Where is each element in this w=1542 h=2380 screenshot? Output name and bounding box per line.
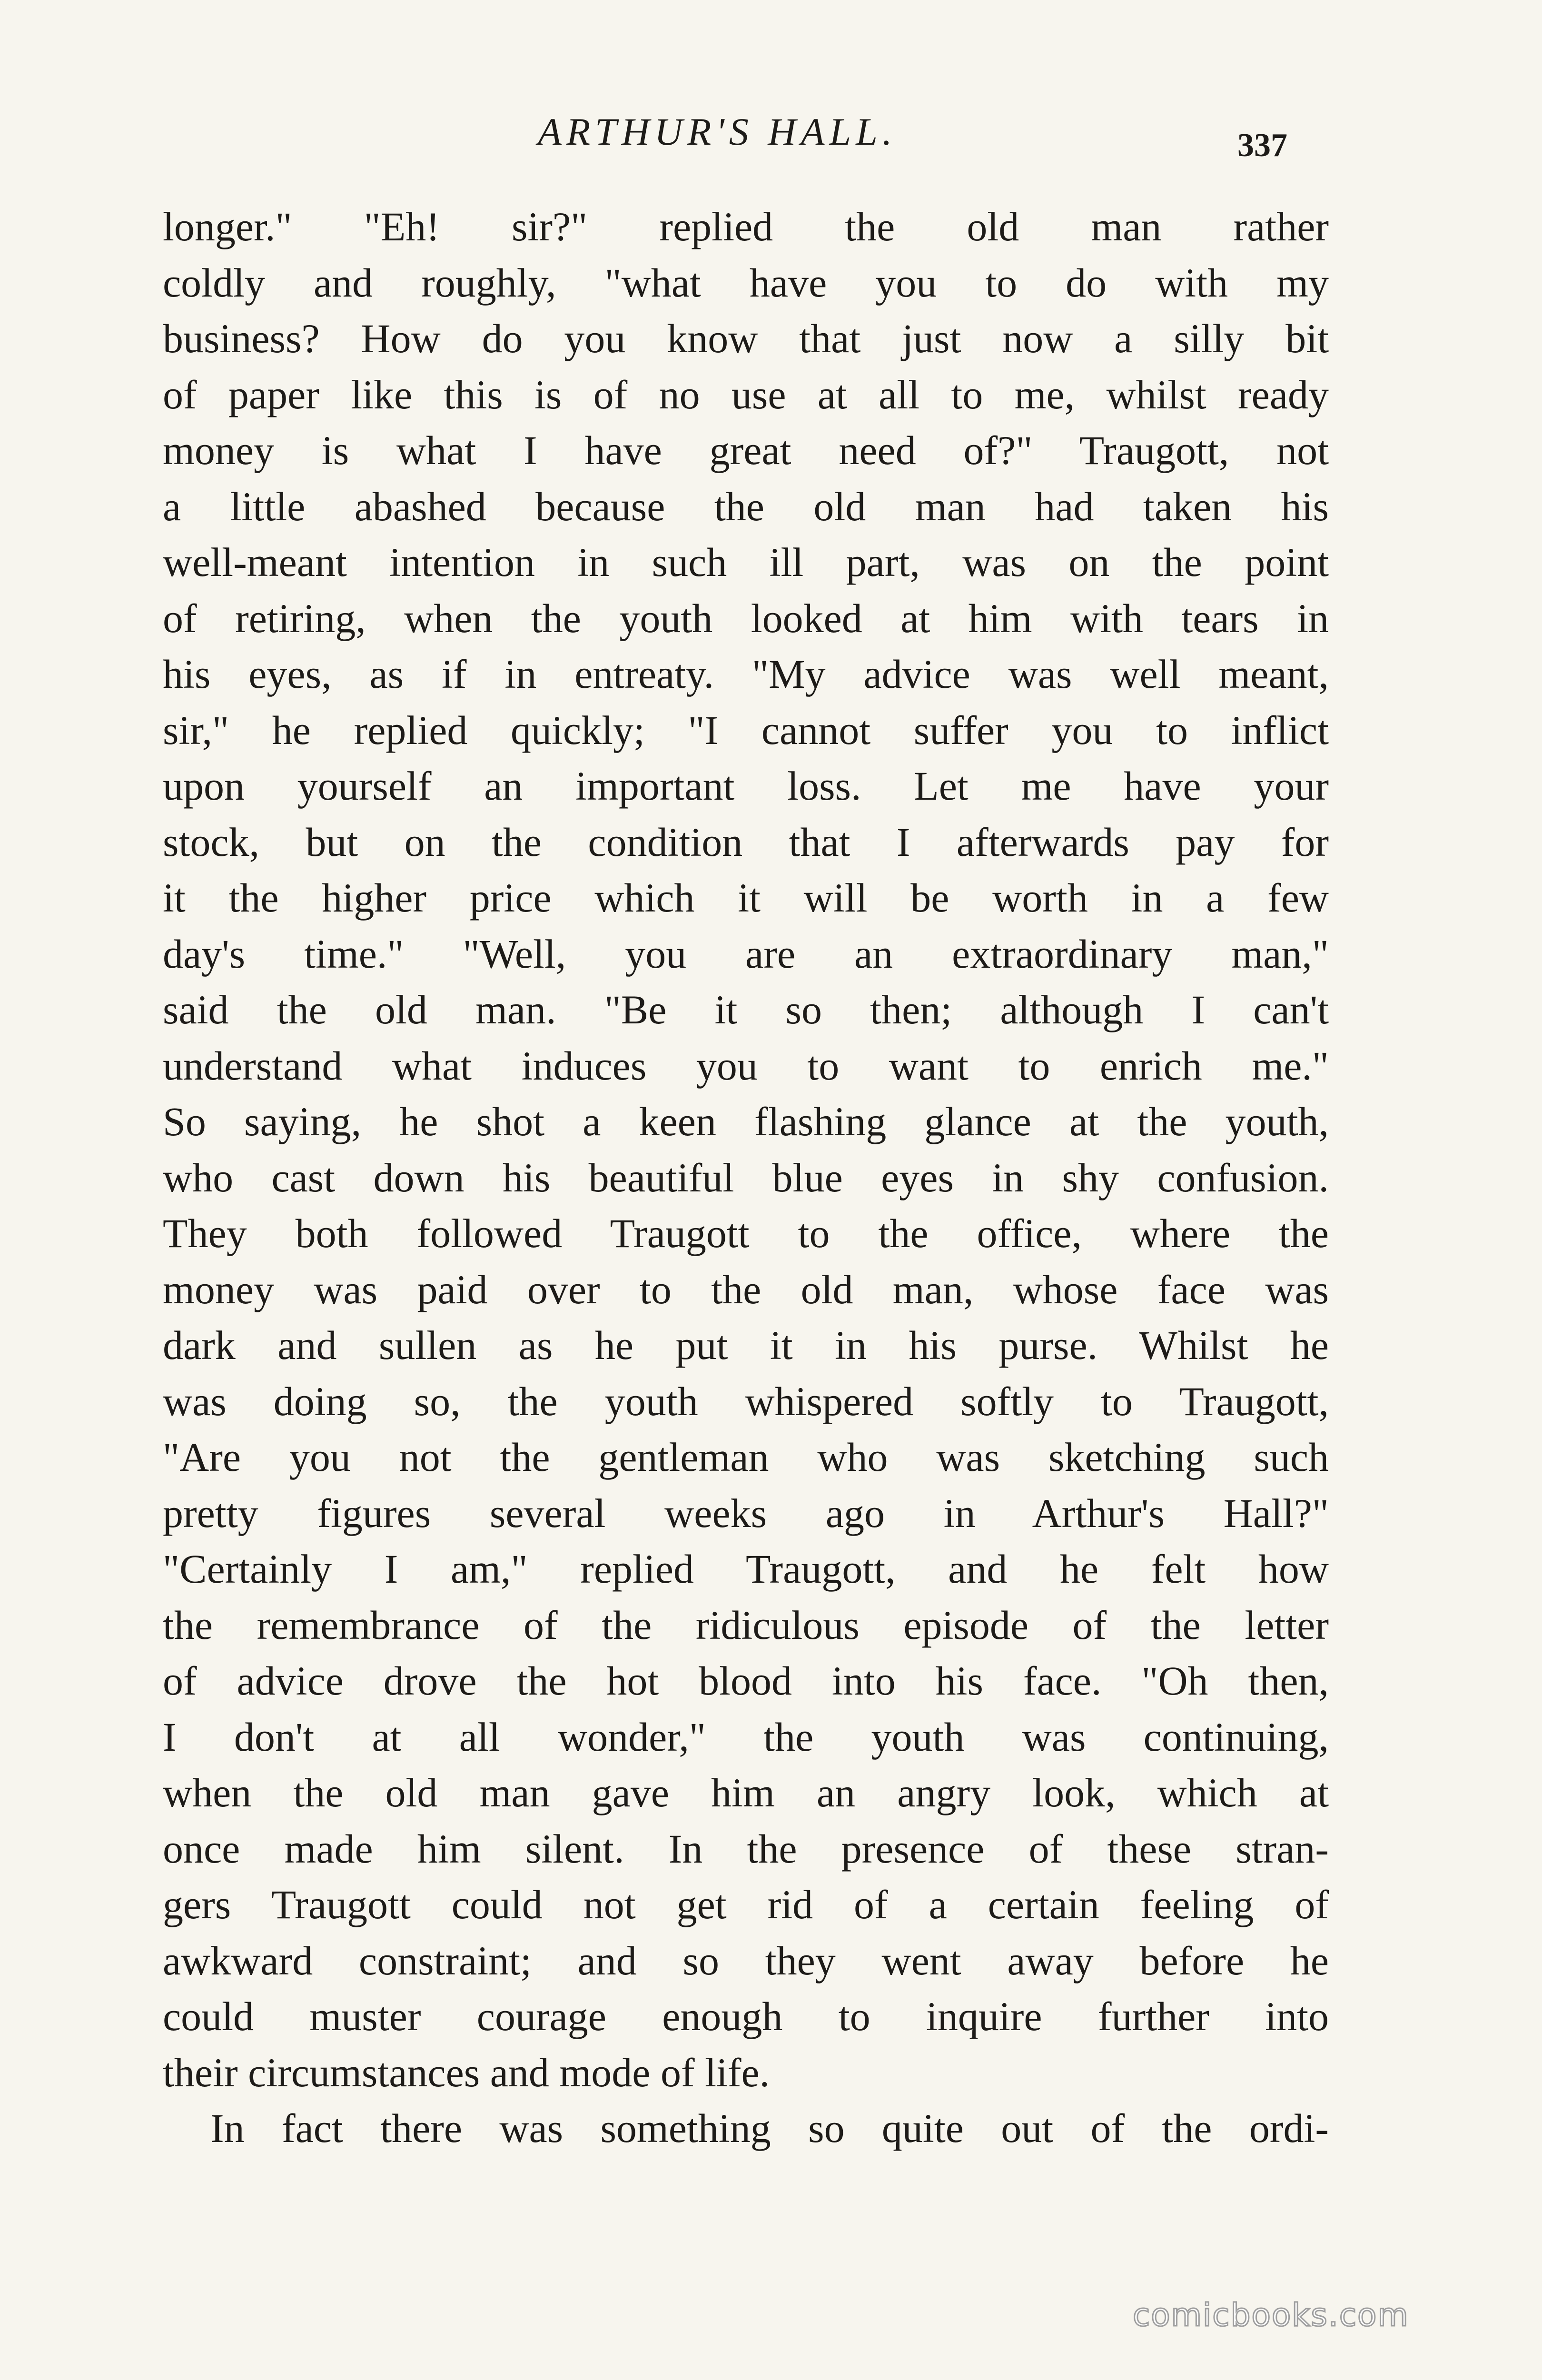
text-line: money is what I have great need of?" Traugott, not <box>163 427 1329 473</box>
text-line: longer." "Eh! sir?" replied the old man rather <box>163 204 1329 249</box>
text-line: "Certainly I am," replied Traugott, and he felt how <box>163 1546 1329 1592</box>
text-line: "Are you not the gentleman who was sketching such <box>163 1434 1329 1480</box>
running-head <box>0 109 1542 167</box>
page-number: 337 <box>1237 127 1287 164</box>
text-line: coldly and roughly, "what have you to do with my <box>163 259 1329 306</box>
text-line: dark and sullen as he put it in his purse. Whilst he <box>163 1322 1329 1368</box>
text-line: once made him silent. In the presence of these stran- <box>163 1825 1329 1872</box>
watermark-logo: comicbooks.com <box>1133 2297 1409 2333</box>
body-text <box>163 199 1329 2157</box>
text-line: awkward constraint; and so they went away before he <box>163 1937 1329 1983</box>
text-line: when the old man gave him an angry look, which at <box>163 1770 1329 1815</box>
text-line: could muster courage enough to inquire further into <box>163 1993 1329 2039</box>
text-line: understand what induces you to want to enrich me." <box>163 1042 1329 1089</box>
text-line: the remembrance of the ridiculous episode of the letter <box>163 1602 1329 1648</box>
text-line: money was paid over to the old man, whose face was <box>163 1266 1329 1312</box>
running-title: ARTHUR'S HALL. <box>538 110 897 153</box>
text-line: day's time." "Well, you are an extraordinary man," <box>163 931 1329 977</box>
text-line: gers Traugott could not get rid of a certain feeling of <box>163 1882 1329 1927</box>
paragraph-start-line: In fact there was something so quite out of the ordi- <box>210 2105 1329 2151</box>
text-line: I don't at all wonder," the youth was continuing, <box>163 1714 1329 1760</box>
text-line: well-meant intention in such ill part, was on the point <box>163 539 1329 585</box>
text-line: business? How do you know that just now a silly bit <box>163 316 1329 361</box>
text-line: So saying, he shot a keen flashing glance at the youth, <box>163 1099 1329 1144</box>
text-line: They both followed Traugott to the office, where the <box>163 1210 1329 1256</box>
text-line: it the higher price which it will be worth in a few <box>163 875 1329 921</box>
text-line: upon yourself an important loss. Let me have your <box>163 763 1329 809</box>
text-line: sir," he replied quickly; "I cannot suffer you to inflict <box>163 707 1329 753</box>
text-line: said the old man. "Be it so then; although I can't <box>163 987 1329 1032</box>
text-line: a little abashed because the old man had taken his <box>163 483 1329 529</box>
text-line: of retiring, when the youth looked at him with tears in <box>163 595 1329 641</box>
text-line: his eyes, as if in entreaty. "My advice was well meant, <box>163 651 1329 697</box>
text-line: stock, but on the condition that I afterwards pay for <box>163 819 1329 865</box>
text-line: who cast down his beautiful blue eyes in shy confusion. <box>163 1154 1329 1200</box>
text-line: of advice drove the hot blood into his face. "Oh then, <box>163 1658 1329 1704</box>
paragraph-end-line: their circumstances and mode of life. <box>163 2049 770 2095</box>
text-line: pretty figures several weeks ago in Arthur's Hall?" <box>163 1490 1329 1536</box>
text-line: of paper like this is of no use at all to me, whilst ready <box>163 371 1329 417</box>
text-line: was doing so, the youth whispered softly to Traugott, <box>163 1378 1329 1424</box>
